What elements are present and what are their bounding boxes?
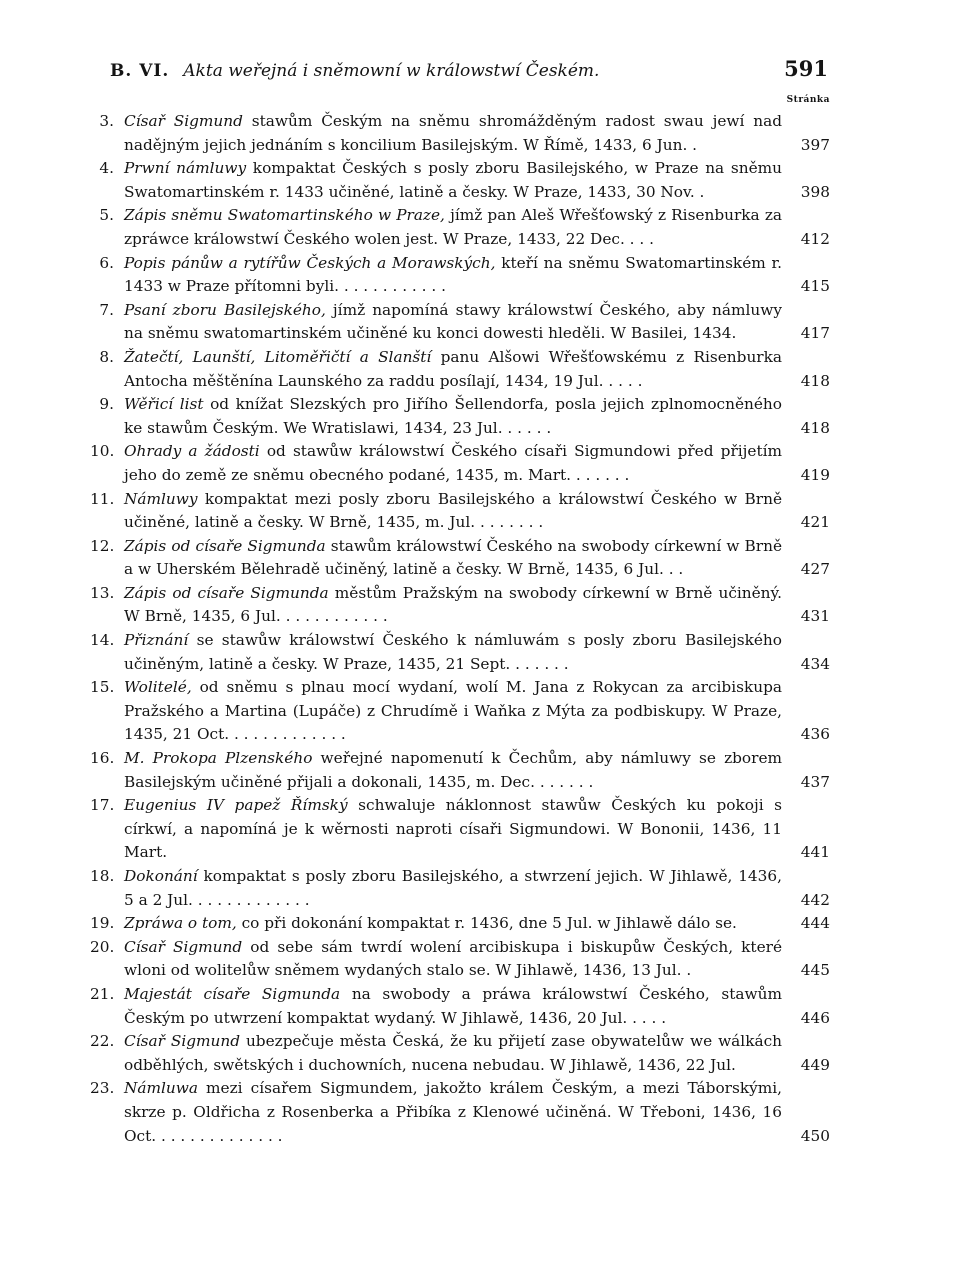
entry-text [124,676,782,747]
entry-title: Zápis sněmu Swatomartinského w Praze, [124,206,445,225]
entry-number: 11. [90,489,115,508]
entry-description: ubezpečuje města Česká, že ku přijetí zase obywatelůw we wálkách odběhlých, swětských i duchowních, nucena nebudau. W Jihlawě, 1436, 22 Jul. [124,1032,782,1074]
entry-page: 446 [800,1008,830,1027]
toc-entry [90,252,830,299]
entry-page: 427 [800,560,830,579]
toc-entry [90,204,830,251]
entry-description: od sněmu s plnau mocí wydaní, wolí M. Jana z Rokycan za arcibiskupa Pražského a Martina (Lupáče) z Chrudímě i Waňka z Mýta za podbiskupy. W Praze, 1435, 21 Oct. . . . . . . . . . . . . [124,678,782,744]
entry-text [124,346,782,393]
entry-number: 19. [90,914,115,933]
entry-description: na swobody a práwa králowstwí Českého, stawům Českým po utwrzení kompaktat wydaný. W Jihlawě, 1436, 20 Jul. . . . . [124,984,782,1027]
entry-title: Císař Sigmund [124,112,243,130]
entry-description: schwaluje náklonnost stawůw Českých ku pokoji s církwí, a napomíná je k wěrnosti naproti císaři Sigmundowi. W Bononii, 1436, 11 Mart. [124,796,782,862]
entry-text [124,252,782,299]
entry-title: Žatečtí, Launští, Litoměřičtí a Slanští [124,347,432,366]
entry-page: 397 [800,135,830,154]
entry-text [124,204,782,251]
entry-title: Dokonání [124,867,198,885]
entry-title: M. Prokopa Plzenského [124,749,313,768]
toc-entry [90,1030,830,1077]
entry-title: Císař Sigmund [124,937,243,956]
entry-text [124,488,782,535]
entry-text [124,629,782,676]
entry-title: Přiznání [124,631,189,650]
entry-title: Zápis od císaře Sigmunda [124,536,326,555]
entry-page: 441 [800,843,830,862]
toc-entry [90,936,830,983]
entry-description: od stawůw králowstwí Českého císaři Sigmundowi před přijetím jeho do země ze sněmu obecného podané, 1435, m. Mart. . . . . . . [124,442,782,484]
toc-entry [90,983,830,1030]
entry-number: 7. [99,300,114,319]
entry-description: panu Alšowi Wřešťowskému z Risenburka Antocha měštěnína Launského za raddu posílají, 1434, 19 Jul. . . . . [124,347,782,390]
entry-description: jímž pan Aleš Wřešťowský z Risenburka za zpráwce králowstwí Českého wolen jest. W Praze, 1433, 22 Dec. . . . [124,206,783,248]
entry-number: 18. [90,867,115,885]
entry-text [124,1077,782,1148]
entry-title: Psaní zboru Basilejského, [124,300,326,319]
entry-title: Majestát císaře Sigmunda [124,984,341,1003]
entry-page: 442 [800,890,830,909]
entry-text [124,393,782,440]
section-title: Akta weřejná i sněmowní w králowstwí Českém. [183,61,600,81]
entry-text [124,865,782,912]
entry-number: 23. [90,1079,115,1098]
toc-entry [90,346,830,393]
entry-number: 14. [90,631,115,650]
entry-text [124,912,782,936]
entry-title: Námluwy [124,489,198,508]
entry-description: co při dokonání kompaktat r. 1436, dne 5 Jul. w Jihlawě dálo se. [236,914,737,933]
entry-number: 16. [90,749,115,768]
entry-title: Eugenius IV papež Římský [124,796,348,815]
entry-number: 12. [90,536,115,555]
entry-text [124,110,782,157]
entry-number: 20. [90,937,115,956]
entry-title: Wolitelé, [124,678,192,697]
entry-page: 444 [800,914,830,933]
entry-text [124,299,782,346]
entry-text [124,440,782,487]
entry-text [124,535,782,582]
entry-page: 398 [800,182,830,201]
entry-title: Zpráwa o tom, [124,914,237,933]
toc-entry [90,629,830,676]
entry-description: kompaktat s posly zboru Basilejského, a stwrzení jejich. W Jihlawě, 1436, 5 a 2 Jul. . . . . . . . . . . . . [124,867,782,909]
entry-page: 434 [800,654,830,673]
entry-page: 412 [800,229,830,248]
entry-text [124,936,782,983]
entry-title: Zápis od císaře Sigmunda [124,583,329,602]
entry-page: 418 [800,418,830,437]
entry-title: Popis pánůw a rytířůw Českých a Morawských, [124,253,496,272]
toc-entry [90,110,830,157]
entry-number: 4. [99,159,114,178]
entry-description: se stawůw králowstwí Českého k námluwám s posly zboru Basilejského učiněným, latině a česky. W Praze, 1435, 21 Sept. . . . . . . [124,631,782,673]
entry-page: 421 [800,513,830,532]
toc-entry [90,299,830,346]
entry-number: 17. [90,796,115,815]
page-number: 591 [784,56,828,81]
entry-page: 418 [800,371,830,390]
section-number: B. VI. [110,61,170,81]
entry-text [124,582,782,629]
entry-page: 445 [800,961,830,980]
running-head [110,56,828,90]
toc-entry [90,393,830,440]
entry-title: Námluwa [124,1079,198,1098]
entry-number: 5. [99,206,114,225]
entry-page: 437 [800,772,830,791]
entry-page: 450 [800,1126,830,1145]
entry-text [124,747,782,794]
toc-entry [90,535,830,582]
entry-number: 6. [99,253,114,272]
entry-page: 431 [800,607,830,626]
table-of-contents [90,110,830,1148]
entry-description: jímž napomíná stawy králowstwí Českého, aby námluwy na sněmu swatomartinském učiněné ku konci dowesti hleděli. W Basilei, 1434. [124,300,782,343]
entry-number: 13. [90,583,115,602]
toc-entry [90,747,830,794]
entry-text [124,983,782,1030]
toc-entry [90,794,830,865]
entry-title: Wěřicí list [124,395,204,414]
entry-description: stawům Českým na sněmu shromážděným radost swau jewí nad nadějným jejich jednáním s koncilium Basilejským. W Římě, 1433, 6 Jun. . [124,112,782,154]
entry-number: 15. [90,678,115,697]
entry-number: 21. [90,984,115,1003]
toc-entry [90,157,830,204]
entry-description: mezi císařem Sigmundem, jakožto králem Českým, a mezi Táborskými, skrze p. Oldřicha z Rosenberka a Přibíka z Klenowé učiněná. W Třeboni, 1436, 16 Oct. . . . . . . . . . . . . . [124,1079,782,1145]
entry-page: 417 [800,324,830,343]
entry-number: 22. [90,1032,115,1051]
toc-entry [90,865,830,912]
entry-description: kompaktat mezi posly zboru Basilejského a králowstwí Českého w Brně učiněné, latině a česky. W Brně, 1435, m. Jul. . . . . . . . [124,489,782,532]
entry-description: od sebe sám twrdí wolení arcibiskupa i biskupůw Českých, které wloni od wolitelůw sněmem wydaných stalo se. W Jihlawě, 1436, 13 Jul. . [124,937,782,980]
page-column-label: Stránka [786,95,830,105]
entry-page: 436 [800,725,830,744]
entry-number: 9. [99,395,114,414]
toc-entry [90,912,830,936]
entry-text [124,794,782,865]
toc-entry [90,582,830,629]
entry-page: 449 [800,1055,830,1074]
entry-number: 8. [99,347,114,366]
entry-title: Ohrady a žádosti [124,442,260,461]
toc-entry [90,440,830,487]
entry-description: kteří na sněmu Swatomartinském r. 1433 w Praze přítomni byli. . . . . . . . . . . . [124,253,782,296]
entry-description: městům Pražským na swobody církewní w Brně učiněný. W Brně, 1435, 6 Jul. . . . . . . . . . . . [124,583,783,626]
entry-description: kompaktat Českých s posly zboru Basilejského, w Praze na sněmu Swatomartinském r. 1433 učiněné, latině a česky. W Praze, 1433, 30 Nov. . [124,159,782,201]
entry-title: Císař Sigmund [124,1032,240,1051]
entry-title: Prwní námluwy [124,159,247,178]
entry-text [124,157,782,204]
entry-description: od knížat Slezských pro Jiřího Šellendorfa, posla jejich zplnomocněného ke stawům Českým. We Wratislawi, 1434, 23 Jul. . . . . . [124,395,782,437]
toc-entry [90,488,830,535]
entry-text [124,1030,782,1077]
entry-description: weřejné napomenutí k Čechům, aby námluwy se zborem Basilejským učiněné přijali a dokonali, 1435, m. Dec. . . . . . . [124,749,782,791]
entry-page: 419 [800,465,830,484]
entry-number: 3. [99,112,114,130]
entry-page: 415 [800,277,830,296]
entry-description: stawům králowstwí Českého na swobody církewní w Brně a w Uherském Bělehradě učiněný, latině a česky. W Brně, 1435, 6 Jul. . . [124,536,782,579]
toc-entry [90,676,830,747]
entry-number: 10. [90,442,115,461]
toc-entry [90,1077,830,1148]
